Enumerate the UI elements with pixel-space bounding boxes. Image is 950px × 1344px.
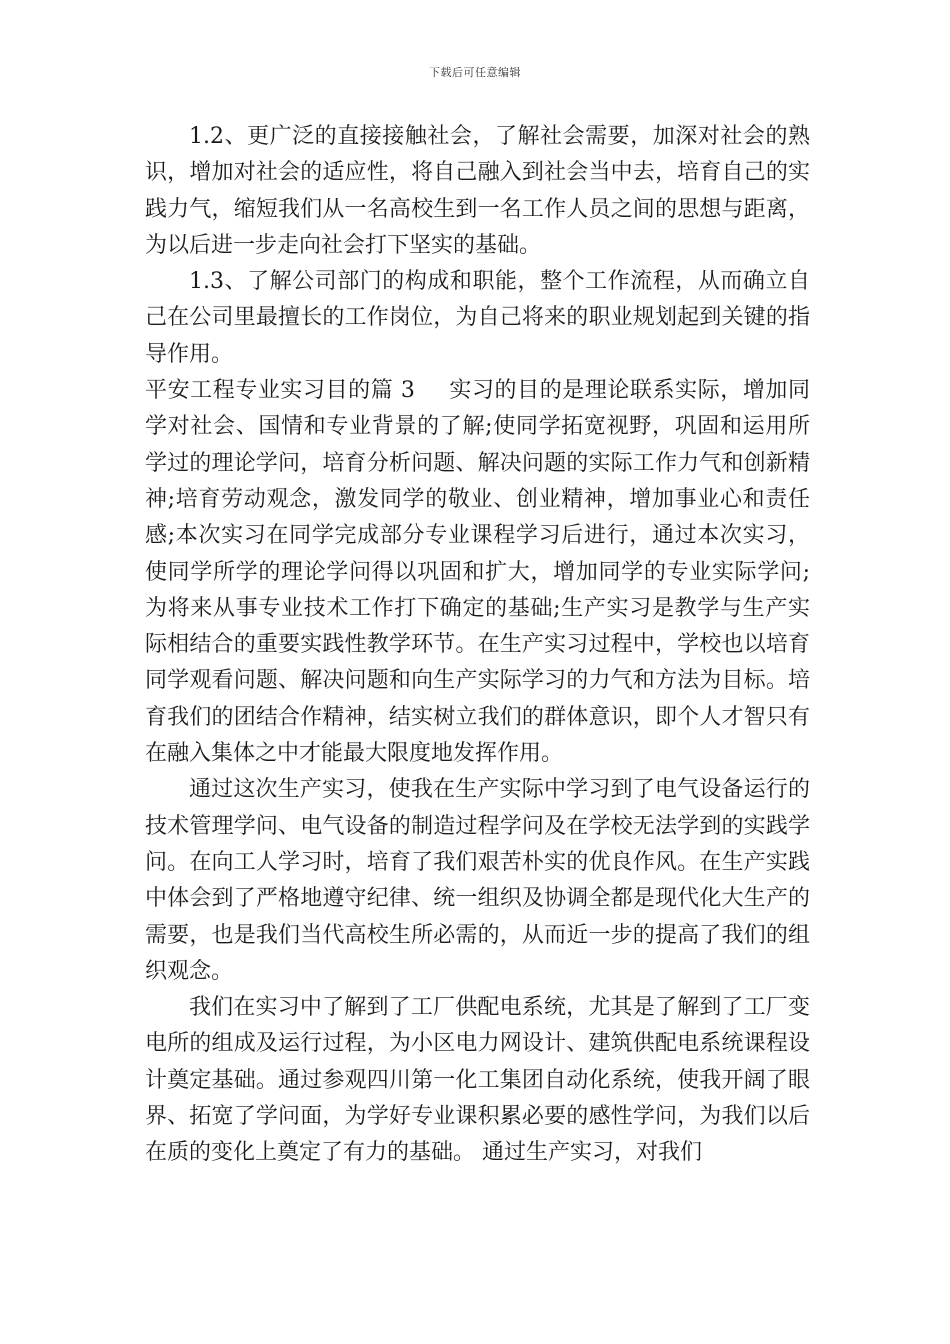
paragraph-production-practice: 通过这次生产实习，使我在生产实际中学习到了电气设备运行的技术管理学问、电气设备的制造过程学问及在学校无法学到的实践学问。在向工人学习时，培育了我们艰苦朴实的优良作风。在生产实践中体会到了严格地遵守纪律、统一组织及协调全都是现代化大生产的需要，也是我们当代高校生所必需的，从而近一步的提高了我们的组织观念。	[145, 777, 810, 984]
paragraph-section-3	[145, 373, 810, 772]
section-3-text: 实习的目的是理论联系实际，增加同学对社会、国情和专业背景的了解;使同学拓宽视野，巩固和运用所学过的理论学问，培育分析问题、解决问题的实际工作力气和创新精神;培育劳动观念，激发同学的敬业、创业精神，增加事业心和责任感;本次实习在同学完成部分专业课程学习后进行，通过本次实习，使同学所学的理论学问得以巩固和扩大，增加同学的专业实际学问;为将来从事专业技术工作打下确定的基础;生产实习是教学与生产实际相结合的重要实践性教学环节。在生产实习过程中，学校也以培育同学观看问题、解决问题和向生产实际学习的力气和方法为目标。培育我们的团结合作精神，结实树立我们的群体意识，即个人才智只有在融入集体之中才能最大限度地发挥作用。	[145, 378, 810, 767]
paragraph-power-supply: 我们在实习中了解到了工厂供配电系统，尤其是了解到了工厂变电所的组成及运行过程，为小区电力网设计、建筑供配电系统课程设计奠定基础。通过参观四川第一化工集团自动化系统，使我开阔了眼界、拓宽了学问面，为学好专业课积累必要的感性学问，为我们以后在质的变化上奠定了有力的基础。 通过生产实习，对我们	[145, 995, 810, 1166]
page-header: 下载后可任意编辑	[429, 66, 521, 79]
section-heading: 平安工程专业实习目的篇 3	[145, 378, 415, 404]
document-body	[145, 119, 810, 1172]
paragraph-objective-1-2: 1.2、更广泛的直接接触社会，了解社会需要，加深对社会的熟识，增加对社会的适应性，将自己融入到社会当中去，培育自己的实践力气，缩短我们从一名高校生到一名工作人员之间的思想与距离，为以后进一步走向社会打下坚实的基础。	[145, 124, 810, 258]
paragraph-objective-1-3: 1.3、了解公司部门的构成和职能，整个工作流程，从而确立自己在公司里最擅长的工作岗位，为自己将来的职业规划起到关键的指导作用。	[145, 269, 810, 367]
